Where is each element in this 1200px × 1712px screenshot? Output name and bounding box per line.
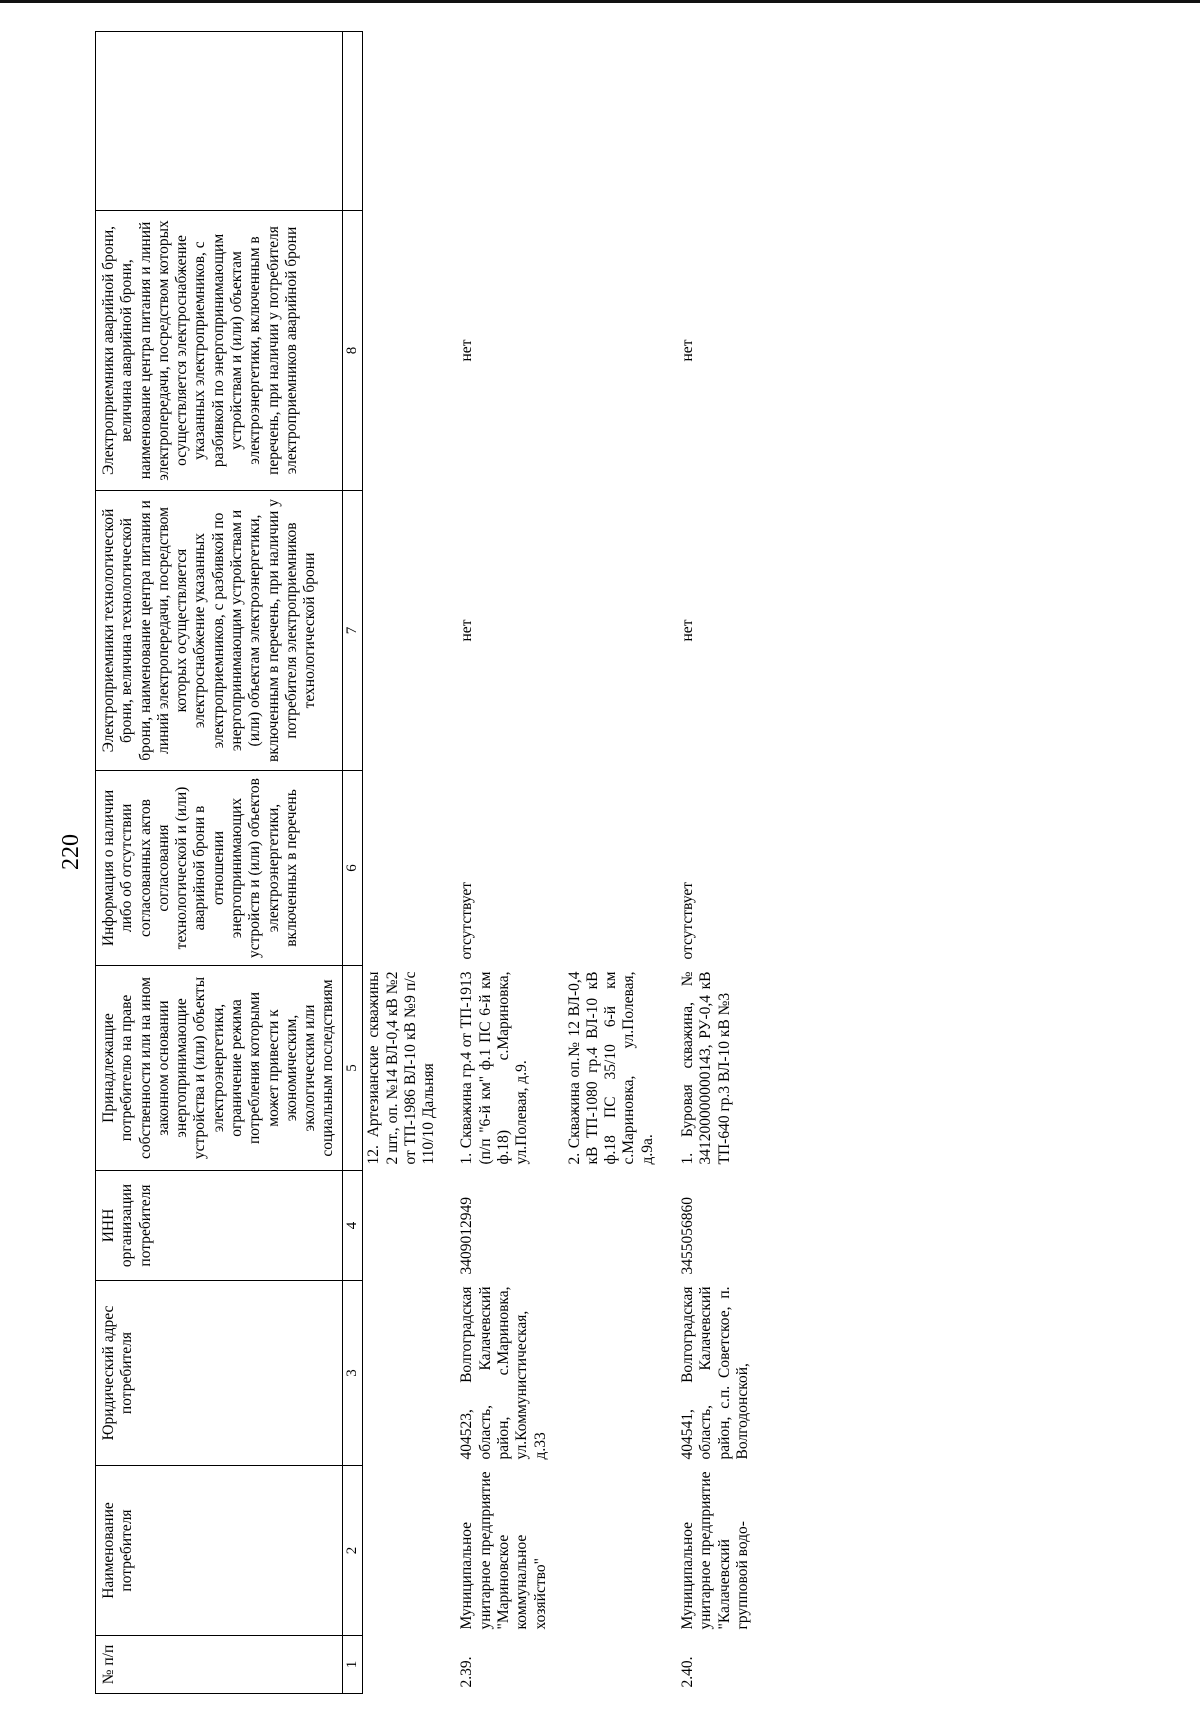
header-row	[96, 32, 343, 1694]
header-empty	[96, 32, 343, 211]
acts-status: отсутствует	[679, 881, 696, 960]
header-tech-reserve: Электроприемники технологической брони, величина технологической брони, наименование центра питания и линий электропередачи, посредством которых осуществляется электроснабжение указанных электроприемников, с разбивкой по энергопринимающим устройствам и (или) объектам электроэнергетики, включенным в перечень, при наличии у потребителя электроприемников технологической брони	[96, 491, 343, 771]
page-number: 220	[58, 834, 84, 870]
object-item: 1. Буровая скважина, № 341200000000143, РУ-0,4 кВ ТП-640 гр.3 ВЛ-10 кВ №3	[679, 971, 733, 1165]
consumer-address: 404541, Волгоградская область, Калачевский район, с.п. Советское, п. Волгодонской,	[679, 1286, 751, 1460]
consumer-name: Муниципальное унитарное предприятие "Мариновское коммунальное хозяйство"	[458, 1471, 549, 1630]
column-number: 1	[342, 1636, 363, 1694]
emergency-reserve-value: нет	[679, 339, 696, 362]
header-address: Юридический адрес потребителя	[96, 1281, 343, 1466]
header-name: Наименование потребителя	[96, 1466, 343, 1636]
column-number: 6	[342, 771, 363, 966]
column-number: 2	[342, 1466, 363, 1636]
objects-cell	[671, 966, 766, 1171]
row-number: 2.40.	[679, 1656, 696, 1688]
table-row	[450, 32, 671, 1694]
column-number: 7	[342, 491, 363, 771]
consumer-name: Муниципальное унитарное предприятие "Калачевский групповой водо-	[679, 1471, 751, 1630]
header-inn: ИНН организации потребителя	[96, 1171, 343, 1281]
column-number: 4	[342, 1171, 363, 1281]
object-item: 2. Скважина оп.№ 12 ВЛ-0,4 кВ ТП-1080 гр.4 ВЛ-10 кВ ф.18 ПС 35/10 6-й км с.Мариновка, ул.Полевая, д.9а.	[565, 971, 656, 1165]
header-acts: Информация о наличии либо об отсутствии согласованных актов согласования технологической и (или) аварийной брони в отношении энергопринимающих устройств и (или) объектов электроэнергетики, включенных в перечень	[96, 771, 343, 966]
column-number: 3	[342, 1281, 363, 1466]
object-item: 12. Артезианские скважины 2 шт., оп. №14 ВЛ-0,4 кВ №2 от ТП-1986 ВЛ-10 кВ №9 п/с 110/10 Дальняя	[365, 971, 438, 1165]
acts-status: отсутствует	[458, 881, 476, 960]
consumer-address: 404523, Волгоградская область, Калачевский район, с.Мариновка, ул.Коммунистическая, д.33	[458, 1286, 549, 1460]
header-emergency-reserve: Электроприемники аварийной брони, величина аварийной брони, наименование центра питания и линий электропередачи, посредством которых осуществляется электроснабжение указанных электроприемников, с разбивкой по энергопринимающим устройствам и (или) объектам электроэнергетики, включенным в перечень, при наличии у потребителя электроприемников аварийной брони	[96, 211, 343, 491]
emergency-reserve-value: нет	[458, 339, 476, 362]
object-item: 1. Скважина гр.4 от ТП-1913 (п/п "6-й км" ф.1 ПС 6-й км ф.18) с.Мариновка, ул.Полевая, д.9.	[458, 971, 531, 1165]
table-row-continuation	[363, 32, 451, 1694]
column-numbers-row	[342, 32, 363, 1694]
column-number-empty	[342, 32, 363, 211]
tech-reserve-value: нет	[679, 619, 696, 642]
table-row	[671, 32, 766, 1694]
objects-cell	[363, 966, 451, 1171]
header-objects: Принадлежащие потребителю на праве собственности или на ином законном основании энергопринимающие устройства и (или) объекты электроэнергетики, ограничение режима потребления которыми может привести к экономическим, экологическим или социальным последствиям	[96, 966, 343, 1171]
row-number: 2.39.	[458, 1656, 476, 1688]
consumers-table	[95, 31, 766, 1694]
consumer-inn: 3409012949	[458, 1197, 476, 1275]
objects-cell	[450, 966, 671, 1171]
column-number: 5	[342, 966, 363, 1171]
column-number: 8	[342, 211, 363, 491]
consumer-inn: 3455056860	[679, 1197, 696, 1275]
header-num: № п/п	[96, 1636, 343, 1694]
tech-reserve-value: нет	[458, 619, 476, 642]
